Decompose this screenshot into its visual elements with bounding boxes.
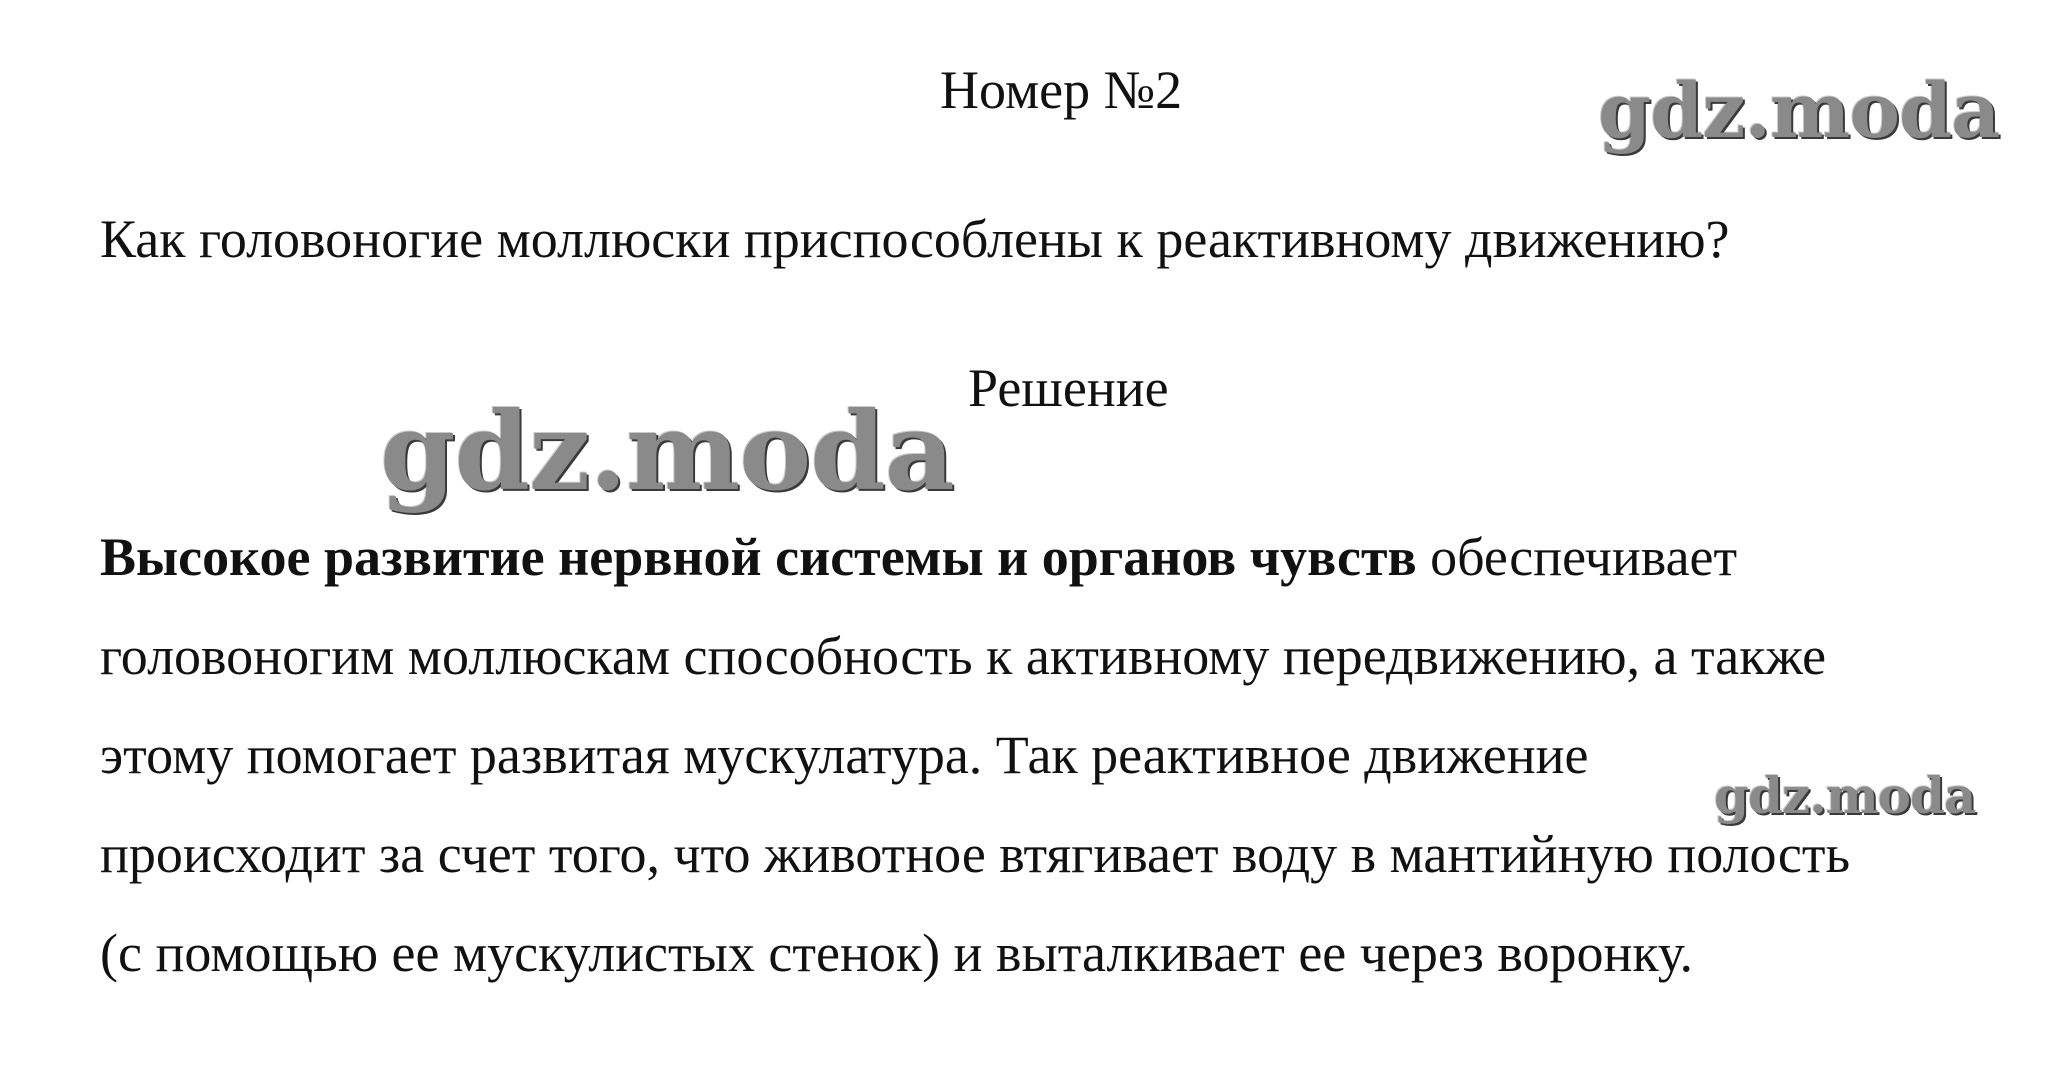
answer-bold-lead: Высокое развитие нервной системы и органов чувств	[100, 527, 1417, 587]
answer-line-5: (с помощью ее мускулистых стенок) и выталкивает ее через воронку.	[100, 923, 1693, 983]
answer-line-4: происходит за счет того, что животное втягивает воду в мантийную полость	[100, 824, 1851, 884]
watermark-logo-lower-right: gdz.moda	[1714, 766, 1976, 825]
answer-line-3: этому помогает развитая мускулатура. Так реактивное движение	[100, 725, 1589, 785]
question-text: Как головоногие моллюски приспособлены к реактивному движению?	[100, 209, 1730, 269]
solution-heading: Решение	[968, 358, 1169, 418]
answer-line-1	[100, 508, 2050, 607]
answer-line-1-rest: обеспечивает	[1416, 527, 1738, 587]
answer-paragraph	[100, 508, 2050, 1003]
answer-line-2: головоногим моллюскам способность к активному передвижению, а также	[100, 626, 1827, 686]
task-number-title: Номер №2	[940, 60, 1183, 120]
watermark-logo-top-right: gdz.moda	[1598, 66, 2000, 155]
watermark-logo-middle: gdz.moda	[380, 389, 954, 515]
